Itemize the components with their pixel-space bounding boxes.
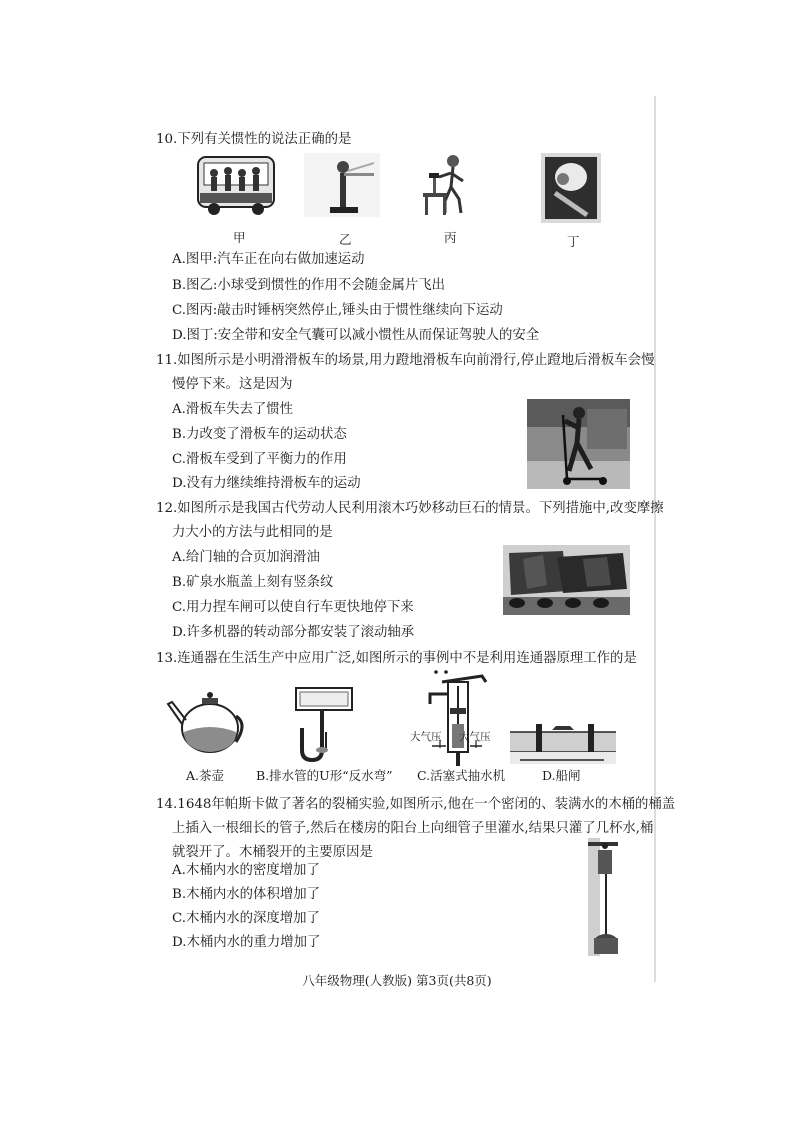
q11-option-c: C.滑板车受到了平衡力的作用 [172,452,347,467]
q14-option-d: D.木桶内水的重力增加了 [172,935,321,950]
q14-stem-line-2: 上插入一根细长的管子,然后在楼房的阳台上向细管子里灌水,结果只灌了几杯水,桶 [172,821,654,836]
caption-teapot: A.茶壶 [186,768,225,783]
pump-label-right: 大气压 [459,731,491,743]
figure-ship-lock [510,716,616,766]
q11-stem-line-1: 11.如图所示是小明滑滑板车的场景,用力蹬地滑板车向前滑行,停止蹬地后滑板车会慢 [156,353,655,368]
q10-option-d: D.图丁:安全带和安全气囊可以减小惯性从而保证驾驶人的安全 [172,328,540,343]
q10-option-c: C.图丙:敲击时锤柄突然停止,锤头由于惯性继续向下运动 [172,303,503,318]
q12-stem-line-2: 力大小的方法与此相同的是 [172,525,333,540]
q12-option-b: B.矿泉水瓶盖上刻有竖条纹 [172,575,334,590]
q12-option-a: A.给门轴的合页加润滑油 [172,550,320,565]
q10-option-a: A.图甲:汽车正在向右做加速运动 [172,252,365,267]
figure-teapot [166,684,244,756]
q12-stem-line-1: 12.如图所示是我国古代劳动人民利用滚木巧妙移动巨石的情景。下列措施中,改变摩擦 [156,501,664,516]
scan-edge-line [654,96,656,982]
q14-option-a: A.木桶内水的密度增加了 [172,863,320,878]
q14-stem-line-1: 14.1648年帕斯卡做了著名的裂桶实验,如图所示,他在一个密闭的、装满水的木桶的桶盖 [156,797,676,812]
q14-option-b: B.木桶内水的体积增加了 [172,887,321,902]
caption-ship-lock: D.船闸 [542,768,581,783]
caption-bing: 丙 [444,230,457,245]
figure-pascal-barrel [584,838,624,956]
q13-stem: 13.连通器在生活生产中应用广泛,如图所示的事例中不是利用连通器原理工作的是 [156,651,637,666]
q12-option-d: D.许多机器的转动部分都安装了滚动轴承 [172,625,415,640]
q11-option-b: B.力改变了滑板车的运动状态 [172,427,347,442]
q11-option-d: D.没有力继续维持滑板车的运动 [172,476,361,491]
figure-u-trap-drain [292,684,356,766]
figure-yi-inertia-ball [304,153,380,217]
figure-bing-hammer [421,153,477,219]
q14-stem-line-3: 就裂开了。木桶裂开的主要原因是 [172,845,373,860]
q11-option-a: A.滑板车失去了惯性 [172,402,294,417]
q10-stem: 10.下列有关惯性的说法正确的是 [156,132,352,147]
caption-piston-pump: C.活塞式抽水机 [417,768,506,783]
figure-scooter-photo [527,399,630,489]
caption-jia: 甲 [233,230,246,245]
pump-label-left: 大气压 [410,731,442,743]
page-footer: 八年级物理(人教版) 第3页(共8页) [302,973,492,988]
caption-yi: 乙 [339,232,352,247]
q12-option-c: C.用力捏车闸可以使自行车更快地停下来 [172,600,414,615]
caption-u-trap: B.排水管的U形“反水弯” [256,768,393,783]
figure-piston-pump [412,668,498,768]
figure-ding-airbag [541,153,601,223]
figure-jia-bus [196,153,278,217]
q10-option-b: B.图乙:小球受到惯性的作用不会随金属片飞出 [172,278,446,293]
figure-rolling-logs-photo [503,545,630,615]
q14-option-c: C.木桶内水的深度增加了 [172,911,320,926]
caption-ding: 丁 [567,234,580,249]
q11-stem-line-2: 慢停下来。这是因为 [172,377,293,392]
